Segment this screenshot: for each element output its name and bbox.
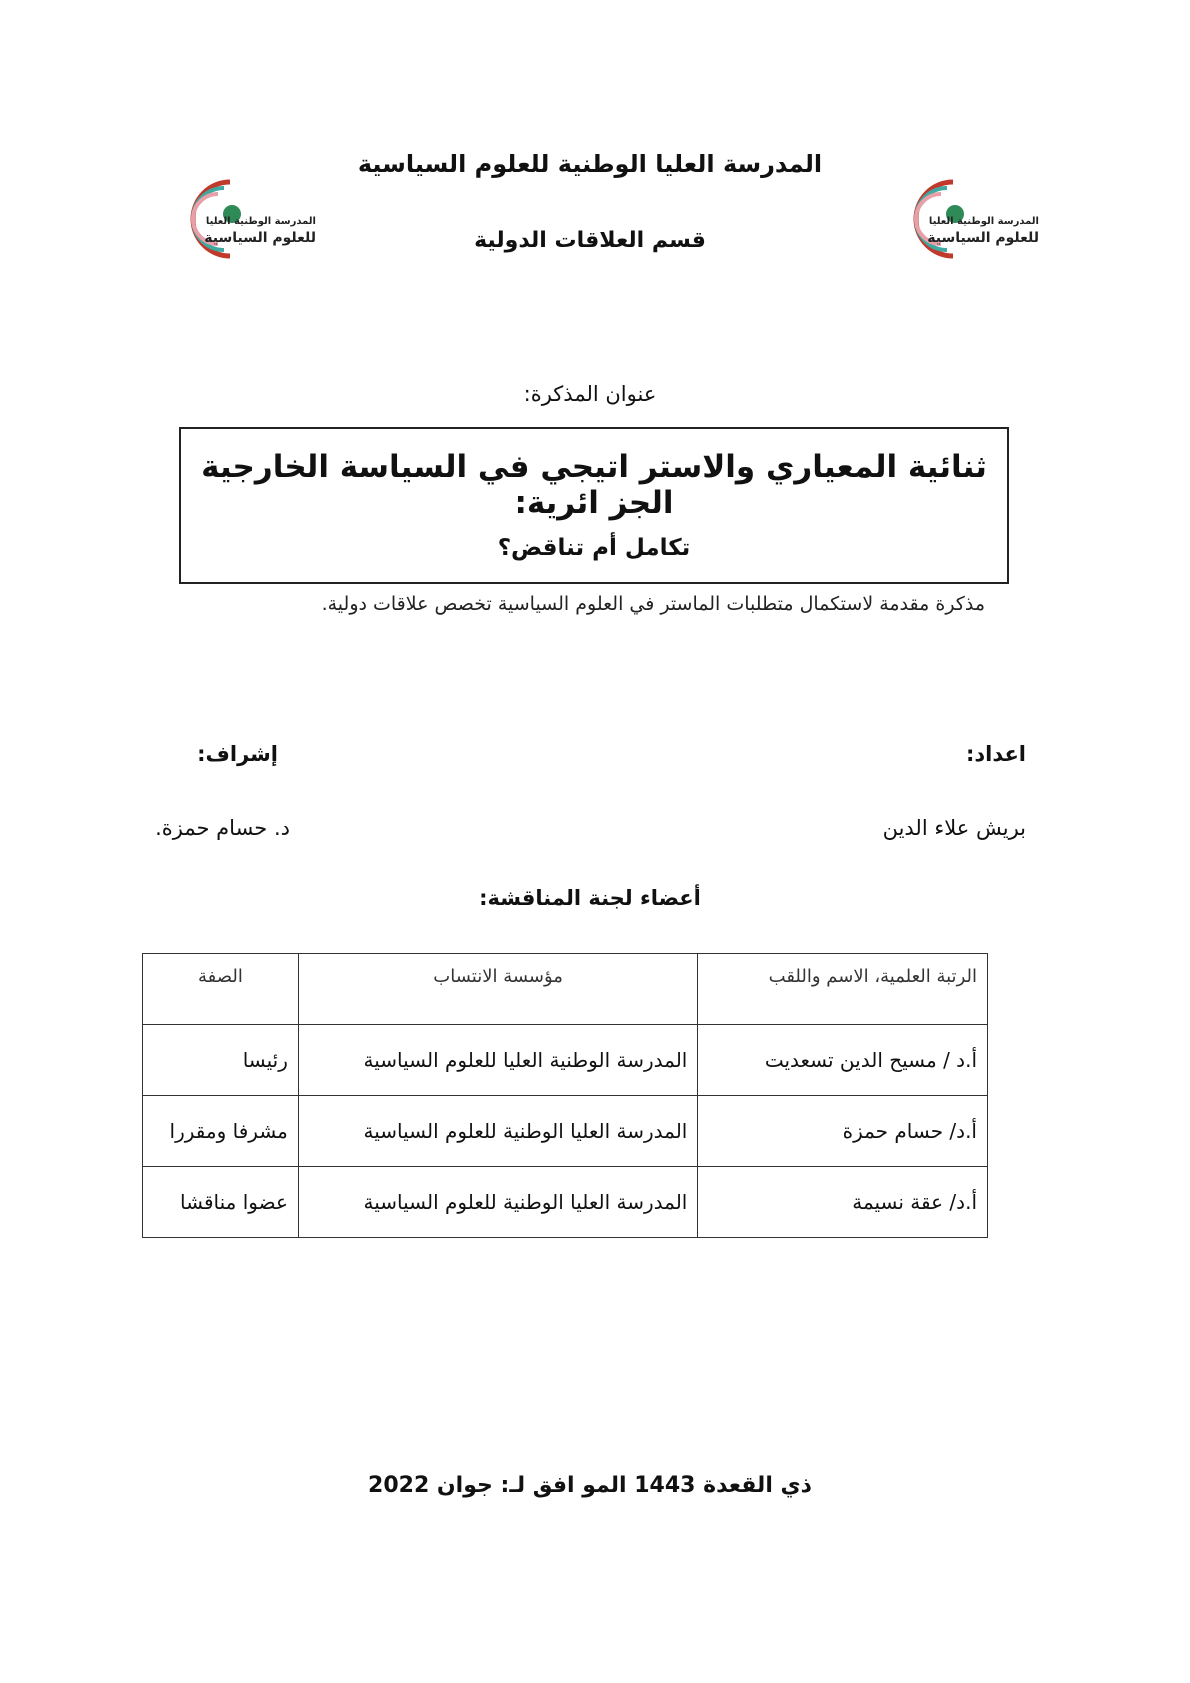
svg-text:المدرسة الوطنية العليا: المدرسة الوطنية العليا	[928, 216, 1039, 227]
jury-member-name: أ.د/ حسام حمزة	[698, 1096, 988, 1167]
thesis-subtitle: تكامل أم تناقض؟	[497, 535, 691, 561]
thesis-title-box	[179, 427, 1009, 584]
svg-text:المدرسة الوطنية العليا: المدرسة الوطنية العليا	[205, 216, 316, 227]
jury-member-name: أ.د/ عقة نسيمة	[698, 1167, 988, 1238]
thesis-title: ثنائية المعياري والاستر اتيجي في السياسة الخارجية الجز ائرية:	[201, 449, 987, 521]
author-name: بريش علاء الدين	[882, 816, 1026, 840]
department-name: قسم العلاقات الدولية	[474, 228, 706, 253]
jury-member-institution: المدرسة العليا الوطنية للعلوم السياسية	[298, 1096, 697, 1167]
table-row	[143, 1167, 988, 1238]
jury-member-name: أ.د / مسيح الدين تسعديت	[698, 1025, 988, 1096]
prepared-by-label: اعداد:	[965, 742, 1026, 766]
table-header-row	[143, 954, 988, 1025]
jury-member-institution: المدرسة الوطنية العليا للعلوم السياسية	[298, 1025, 697, 1096]
submission-date: ذي القعدة 1443 المو افق لـ: جوان 2022	[368, 1473, 812, 1498]
jury-label: أعضاء لجنة المناقشة:	[479, 886, 701, 910]
jury-table	[142, 953, 988, 1238]
jury-member-role: مشرفا ومقررا	[143, 1096, 299, 1167]
jury-member-role: رئيسا	[143, 1025, 299, 1096]
supervisor-name: د. حسام حمزة.	[155, 816, 290, 840]
header-name: الرتبة العلمية، الاسم واللقب	[698, 954, 988, 1025]
svg-text:للعلوم السياسية: للعلوم السياسية	[204, 230, 316, 246]
thesis-note: مذكرة مقدمة لاستكمال متطلبات الماستر في العلوم السياسية تخصص علاقات دولية.	[321, 593, 985, 615]
school-logo-emblem	[913, 176, 1043, 260]
table-row	[143, 1096, 988, 1167]
header-institution: مؤسسة الانتساب	[298, 954, 697, 1025]
svg-text:للعلوم السياسية: للعلوم السياسية	[927, 230, 1039, 246]
school-name: المدرسة العليا الوطنية للعلوم السياسية	[357, 150, 823, 178]
thesis-title-label: عنوان المذكرة:	[523, 382, 657, 406]
header-role: الصفة	[143, 954, 299, 1025]
jury-member-institution: المدرسة العليا الوطنية للعلوم السياسية	[298, 1167, 697, 1238]
supervision-label: إشراف:	[197, 742, 278, 766]
school-logo-right	[913, 176, 1043, 260]
table-row	[143, 1025, 988, 1096]
jury-member-role: عضوا مناقشا	[143, 1167, 299, 1238]
